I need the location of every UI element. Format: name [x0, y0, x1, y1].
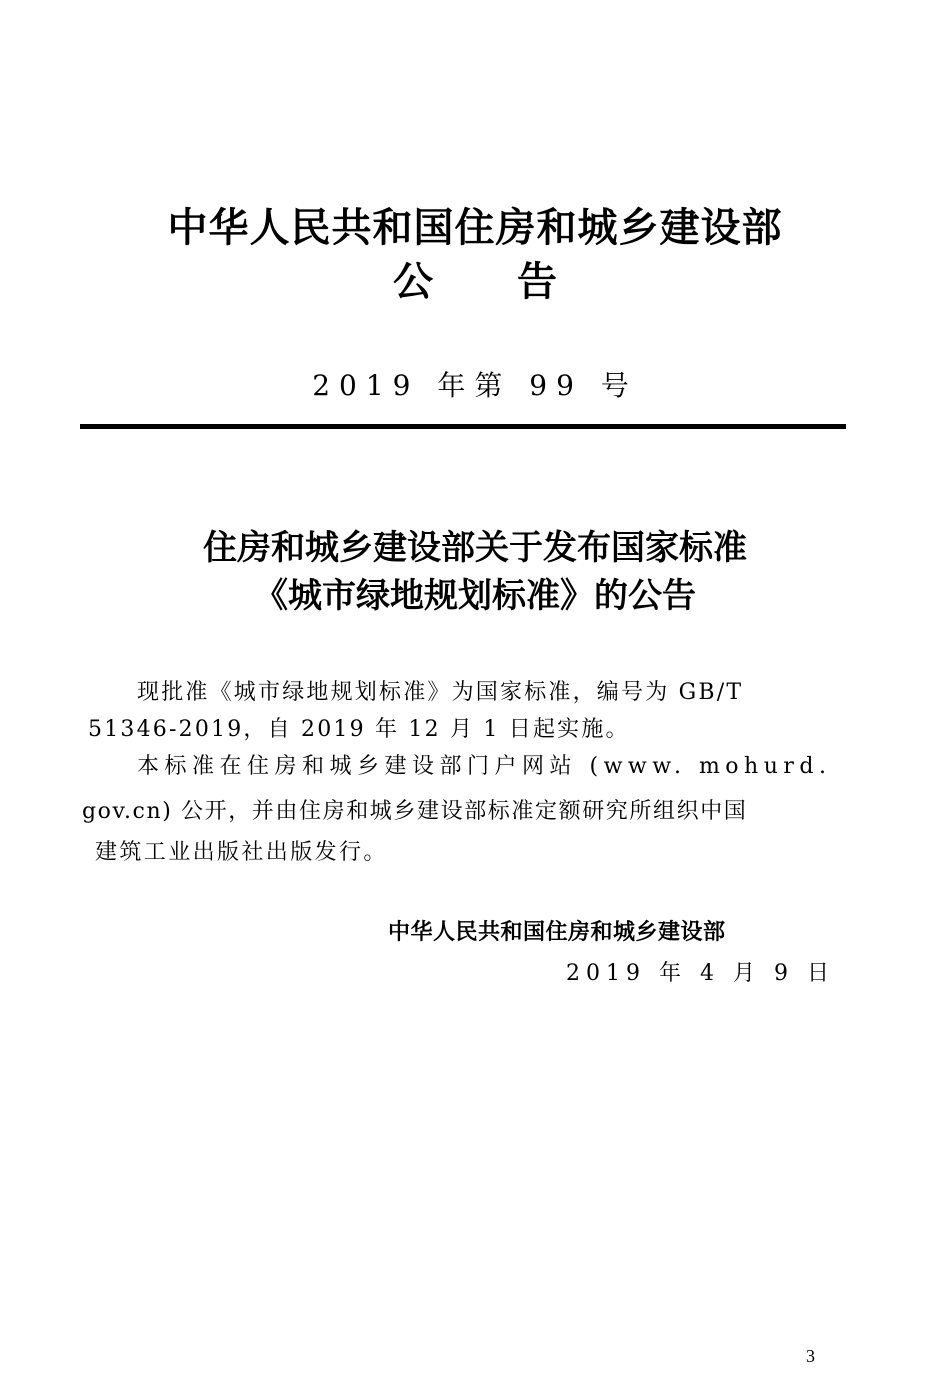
notice-heading: 公告 [393, 259, 641, 305]
body-paragraph-2-line-3: 建筑工业出版社出版发行。 [95, 840, 388, 865]
document-number: 2019 年第 99 号 [312, 369, 638, 402]
body-paragraph-1-line-1: 现批准《城市绿地规划标准》为国家标准，编号为 GB/T [137, 680, 744, 705]
signature-organization: 中华人民共和国住房和城乡建设部 [388, 920, 726, 945]
page-number: 3 [806, 1346, 815, 1366]
body-paragraph-2-line-2: gov.cn) 公开，并由住房和城乡建设部标准定额研究所组织中国 [82, 799, 748, 824]
header-divider [80, 424, 846, 429]
body-paragraph-2-line-1: 本标准在住房和城乡建设部门户网站 (www. mohurd. [137, 754, 832, 779]
announcement-title [0, 524, 950, 620]
announcement-title-line-1: 住房和城乡建设部关于发布国家标准 [203, 528, 747, 568]
announcement-title-line-2: 《城市绿地规划标准》的公告 [254, 576, 696, 616]
body-paragraph-1-line-2: 51346-2019，自 2019 年 12 月 1 日起实施。 [88, 717, 630, 742]
ministry-title: 中华人民共和国住房和城乡建设部 [167, 205, 783, 251]
signature-date: 2019 年 4 月 9 日 [566, 961, 835, 986]
